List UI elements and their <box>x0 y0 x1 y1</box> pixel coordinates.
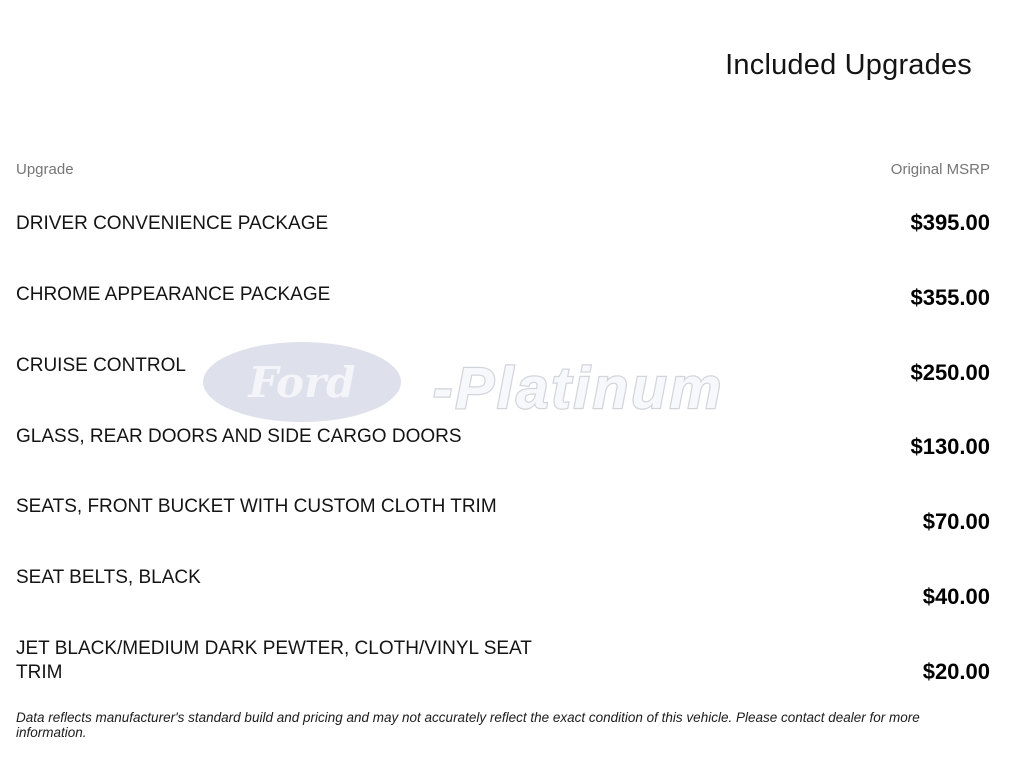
upgrade-name: GLASS, REAR DOORS AND SIDE CARGO DOORS <box>16 426 462 447</box>
upgrade-msrp: $20.00 <box>922 659 990 684</box>
upgrade-name: JET BLACK/MEDIUM DARK PEWTER, CLOTH/VINYL SEAT TRIM <box>16 638 532 683</box>
ford-script-text: Ford <box>248 358 356 407</box>
upgrade-msrp: $40.00 <box>922 584 990 609</box>
upgrade-name: DRIVER CONVENIENCE PACKAGE <box>16 213 329 234</box>
upgrade-msrp: $250.00 <box>910 360 990 385</box>
upgrade-msrp: $70.00 <box>922 509 990 534</box>
platinum-script-text: -Platinum <box>433 356 725 421</box>
upgrade-msrp: $130.00 <box>910 434 990 459</box>
column-header-upgrade: Upgrade <box>16 161 74 178</box>
upgrade-msrp: $355.00 <box>910 285 990 310</box>
upgrade-name: CRUISE CONTROL <box>16 355 186 376</box>
upgrade-name: CHROME APPEARANCE PACKAGE <box>16 284 331 305</box>
ford-platinum-watermark <box>195 336 835 436</box>
upgrade-name: SEATS, FRONT BUCKET WITH CUSTOM CLOTH TRIM <box>16 496 497 517</box>
upgrade-name: SEAT BELTS, BLACK <box>16 567 201 588</box>
column-header-original-msrp: Original MSRP <box>890 161 990 178</box>
upgrade-msrp: $395.00 <box>910 210 990 235</box>
disclaimer-text: Data reflects manufacturer's standard build and pricing and may not accurately reflect the exact condition of this vehicle. Please contact dealer for more information. <box>16 710 920 740</box>
ford-oval-logo-icon <box>203 342 401 422</box>
page-title: Included Upgrades <box>725 49 972 81</box>
